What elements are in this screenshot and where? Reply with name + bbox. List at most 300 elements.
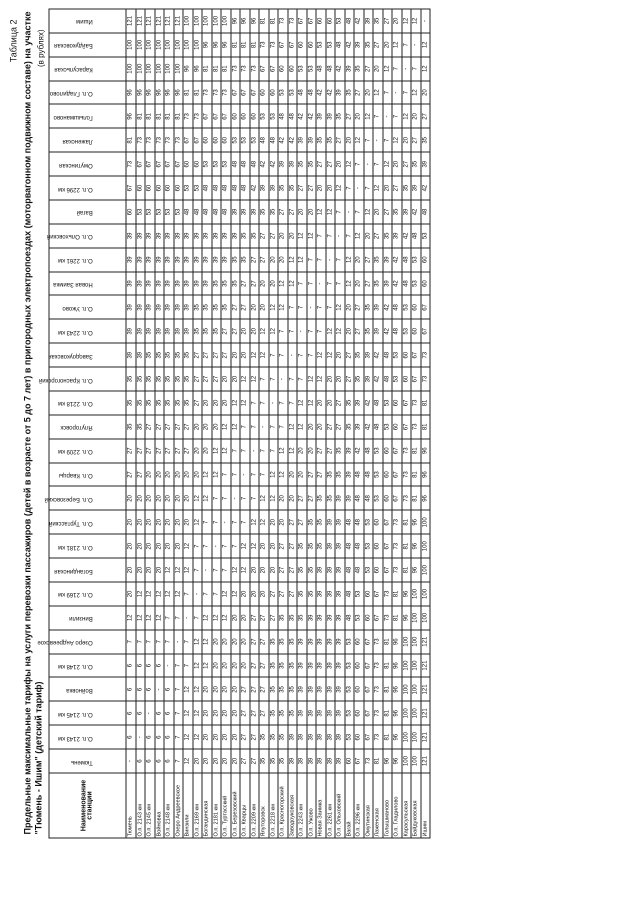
- fare-cell: 81: [250, 33, 260, 57]
- fare-cell: 7: [278, 391, 288, 415]
- table-row: [183, 9, 193, 838]
- fare-cell: 35: [183, 391, 193, 415]
- fare-cell: 20: [240, 606, 250, 630]
- fare-cell: 27: [174, 439, 184, 463]
- fare-cell: 60: [212, 128, 222, 152]
- fare-cell: 27: [240, 725, 250, 749]
- fare-cell: 12: [183, 678, 193, 702]
- fare-cell: 73: [212, 81, 222, 105]
- fare-cell: 81: [402, 510, 412, 534]
- column-header-label: Ишим: [75, 18, 93, 25]
- column-header-label: Вагай: [76, 209, 93, 216]
- fare-cell: 35: [335, 439, 345, 463]
- fare-cell: 39: [326, 510, 336, 534]
- fare-cell: 20: [221, 678, 231, 702]
- fare-cell: 39: [392, 224, 402, 248]
- fare-cell: 39: [383, 272, 393, 296]
- fare-cell: 27: [326, 439, 336, 463]
- fare-cell: 35: [164, 367, 174, 391]
- fare-cell: 48: [364, 463, 374, 487]
- fare-cell: 100: [421, 510, 431, 534]
- fare-cell: -: [392, 81, 402, 105]
- fare-cell: 7: [193, 606, 203, 630]
- fare-cell: 6: [155, 725, 165, 749]
- row-station-name: О.п. 2261 км: [326, 773, 336, 838]
- fare-cell: 12: [297, 391, 307, 415]
- fare-cell: 73: [402, 487, 412, 511]
- fare-cell: 48: [259, 128, 269, 152]
- fare-cell: 39: [316, 105, 326, 129]
- fare-cell: 27: [326, 415, 336, 439]
- fare-cell: 12: [126, 606, 136, 630]
- fare-cell: 20: [269, 272, 279, 296]
- fare-cell: 7: [345, 224, 355, 248]
- fare-cell: 81: [392, 606, 402, 630]
- fare-cell: 12: [421, 57, 431, 81]
- fare-cell: 35: [212, 319, 222, 343]
- fare-cell: 12: [250, 367, 260, 391]
- fare-cell: -: [364, 152, 374, 176]
- fare-cell: 100: [126, 33, 136, 57]
- fare-cell: 121: [164, 9, 174, 33]
- fare-cell: 96: [155, 81, 165, 105]
- fare-cell: -: [383, 105, 393, 129]
- fare-cell: -: [354, 176, 364, 200]
- fare-cell: 53: [212, 152, 222, 176]
- table-row: [155, 9, 165, 838]
- fare-cell: 39: [297, 749, 307, 773]
- fare-cell: 6: [126, 678, 136, 702]
- fare-cell: 39: [288, 725, 298, 749]
- fare-cell: 48: [269, 128, 279, 152]
- fare-cell: 39: [326, 606, 336, 630]
- fare-cell: 67: [297, 9, 307, 33]
- fare-cell: 20: [250, 296, 260, 320]
- fare-cell: 20: [136, 534, 146, 558]
- column-header-label: О.п. 2145 км: [57, 710, 93, 717]
- fare-cell: 60: [354, 678, 364, 702]
- fare-cell: 67: [392, 463, 402, 487]
- fare-cell: 12: [231, 391, 241, 415]
- column-header-label: Войновка: [65, 686, 93, 693]
- fare-cell: 27: [278, 534, 288, 558]
- fare-cell: 39: [145, 224, 155, 248]
- document-title: Предельные максимальные тарифы на услуги перевозки пассажиров (детей в возрасте от 5 до 7 лет) в пригородных электропоездах (моторвагонном подвижном составе) на участке "Тюмень - Ишим" (детский тариф): [22, 11, 44, 835]
- fare-cell: 12: [259, 319, 269, 343]
- fare-cell: 35: [193, 296, 203, 320]
- fare-cell: 73: [402, 439, 412, 463]
- fare-cell: 96: [402, 606, 412, 630]
- column-header: [49, 343, 126, 367]
- fare-cell: 20: [231, 678, 241, 702]
- row-station-name: О.п. 2218 км: [269, 773, 279, 838]
- fare-cell: 35: [354, 57, 364, 81]
- fare-cell: 81: [126, 128, 136, 152]
- fare-cell: 27: [259, 630, 269, 654]
- fare-cell: 12: [212, 606, 222, 630]
- row-station-name: Лаженская: [373, 773, 383, 838]
- fare-cell: 7: [240, 487, 250, 511]
- table-row: [259, 9, 269, 838]
- fare-cell: 35: [411, 152, 421, 176]
- fare-cell: 53: [231, 128, 241, 152]
- fare-cell: 12: [392, 33, 402, 57]
- column-header-label: О.п. Ужово: [62, 304, 93, 311]
- fare-cell: -: [193, 582, 203, 606]
- row-station-name: Заводоуковская: [288, 773, 298, 838]
- fare-cell: 60: [307, 33, 317, 57]
- fare-cell: 7: [373, 152, 383, 176]
- fare-cell: 12: [193, 725, 203, 749]
- fare-cell: 12: [183, 749, 193, 773]
- fare-cell: 12: [288, 248, 298, 272]
- fare-cell: 35: [269, 725, 279, 749]
- fare-cell: 60: [316, 9, 326, 33]
- fare-cell: 12: [269, 487, 279, 511]
- fare-cell: 7: [250, 463, 260, 487]
- fare-cell: 7: [354, 152, 364, 176]
- fare-cell: 27: [288, 558, 298, 582]
- fare-cell: 39: [126, 224, 136, 248]
- fare-cell: 7: [183, 630, 193, 654]
- fare-cell: 35: [278, 678, 288, 702]
- fare-cell: 39: [297, 701, 307, 725]
- fare-cell: 35: [421, 128, 431, 152]
- fare-cell: 121: [126, 9, 136, 33]
- fare-cell: 7: [392, 57, 402, 81]
- fare-cell: 73: [392, 534, 402, 558]
- fare-cell: 60: [174, 176, 184, 200]
- fare-cell: 27: [212, 367, 222, 391]
- fare-cell: 20: [259, 534, 269, 558]
- fare-cell: 20: [174, 534, 184, 558]
- fare-cell: 12: [240, 534, 250, 558]
- fare-cell: 60: [288, 57, 298, 81]
- column-header-label: О.п. 2261 км: [57, 256, 93, 263]
- fare-cell: 53: [250, 128, 260, 152]
- column-header-label: Богандинская: [54, 567, 93, 574]
- fare-cell: 67: [402, 415, 412, 439]
- row-station-name: О.п. 2145 км: [145, 773, 155, 838]
- fare-cell: 100: [402, 654, 412, 678]
- fare-cell: 35: [174, 367, 184, 391]
- fare-cell: 20: [221, 749, 231, 773]
- table-row: [297, 9, 307, 838]
- column-header: [49, 176, 126, 200]
- fare-cell: 100: [126, 57, 136, 81]
- fare-cell: 7: [259, 463, 269, 487]
- fare-cell: 39: [345, 487, 355, 511]
- fare-cell: 20: [126, 582, 136, 606]
- fare-cell: 53: [373, 463, 383, 487]
- column-header: [49, 463, 126, 487]
- fare-cell: 12: [345, 152, 355, 176]
- fare-cell: 39: [421, 152, 431, 176]
- fare-cell: 48: [345, 9, 355, 33]
- fare-cell: 39: [335, 487, 345, 511]
- fare-cell: 42: [364, 415, 374, 439]
- fare-cell: 42: [421, 176, 431, 200]
- fare-cell: 35: [155, 367, 165, 391]
- fare-cell: 60: [354, 654, 364, 678]
- fare-cell: 53: [402, 319, 412, 343]
- fare-cell: 100: [421, 558, 431, 582]
- fare-cell: 35: [307, 582, 317, 606]
- fare-cell: 35: [259, 200, 269, 224]
- fare-cell: 121: [155, 9, 165, 33]
- fare-cell: 73: [193, 105, 203, 129]
- fare-cell: 73: [202, 81, 212, 105]
- fare-cell: 12: [307, 367, 317, 391]
- fare-cell: 7: [326, 224, 336, 248]
- fare-cell: 35: [269, 749, 279, 773]
- fare-cell: 39: [326, 105, 336, 129]
- column-header: [49, 439, 126, 463]
- fare-cell: 27: [145, 439, 155, 463]
- fare-cell: 39: [212, 248, 222, 272]
- fare-cell: 20: [259, 296, 269, 320]
- fare-cell: 42: [297, 105, 307, 129]
- fare-cell: 39: [307, 630, 317, 654]
- fare-cell: 48: [373, 391, 383, 415]
- fare-cell: 121: [145, 9, 155, 33]
- fare-cell: 48: [278, 105, 288, 129]
- fare-cell: 53: [164, 200, 174, 224]
- fare-cell: -: [335, 224, 345, 248]
- fare-cell: 7: [231, 534, 241, 558]
- fare-cell: 35: [345, 415, 355, 439]
- fare-cell: 53: [193, 176, 203, 200]
- fare-cell: 53: [383, 391, 393, 415]
- fare-cell: 67: [392, 439, 402, 463]
- fare-cell: 7: [259, 367, 269, 391]
- fare-cell: -: [421, 9, 431, 33]
- fare-cell: 12: [136, 606, 146, 630]
- fare-cell: 39: [335, 654, 345, 678]
- fare-cell: 39: [174, 272, 184, 296]
- fare-cell: 6: [164, 701, 174, 725]
- fare-cell: 12: [221, 606, 231, 630]
- fare-cell: 53: [326, 33, 336, 57]
- fare-cell: 73: [392, 510, 402, 534]
- fare-cell: 39: [288, 152, 298, 176]
- fare-cell: 7: [164, 606, 174, 630]
- fare-cell: 35: [402, 176, 412, 200]
- table-row: [174, 9, 184, 838]
- fare-cell: 35: [297, 152, 307, 176]
- table-row: [316, 9, 326, 838]
- fare-cell: 81: [411, 487, 421, 511]
- fare-cell: 53: [354, 606, 364, 630]
- fare-cell: 39: [288, 749, 298, 773]
- fare-cell: 12: [392, 128, 402, 152]
- fare-cell: -: [373, 128, 383, 152]
- fare-cell: 60: [411, 296, 421, 320]
- fare-cell: 12: [288, 439, 298, 463]
- fare-cell: 20: [240, 343, 250, 367]
- fare-cell: 12: [193, 654, 203, 678]
- fare-cell: 20: [155, 534, 165, 558]
- fare-cell: 27: [155, 439, 165, 463]
- fare-cell: 39: [164, 248, 174, 272]
- fare-cell: 7: [326, 296, 336, 320]
- fare-cell: 67: [402, 391, 412, 415]
- fare-cell: 35: [174, 391, 184, 415]
- fare-cell: 81: [383, 725, 393, 749]
- fare-cell: 81: [383, 654, 393, 678]
- fare-cell: 81: [136, 105, 146, 129]
- fare-cell: 20: [383, 176, 393, 200]
- fare-cell: 67: [354, 749, 364, 773]
- fare-cell: 27: [202, 367, 212, 391]
- fare-cell: 27: [259, 701, 269, 725]
- fare-cell: 20: [345, 296, 355, 320]
- fare-cell: 67: [269, 57, 279, 81]
- fare-cell: 67: [364, 630, 374, 654]
- fare-cell: 121: [421, 701, 431, 725]
- fare-cell: 81: [145, 105, 155, 129]
- fare-cell: 27: [240, 296, 250, 320]
- fare-cell: 39: [335, 678, 345, 702]
- fare-cell: 20: [259, 558, 269, 582]
- fare-cell: 7: [136, 630, 146, 654]
- fare-cell: 7: [221, 534, 231, 558]
- fare-cell: 7: [288, 367, 298, 391]
- fare-cell: 42: [269, 152, 279, 176]
- fare-cell: 60: [402, 367, 412, 391]
- fare-cell: 121: [421, 630, 431, 654]
- fare-cell: 60: [364, 582, 374, 606]
- fare-cell: 20: [212, 678, 222, 702]
- fare-cell: 27: [164, 415, 174, 439]
- fare-cell: 20: [126, 534, 136, 558]
- fare-cell: 60: [373, 558, 383, 582]
- fare-cell: 20: [240, 319, 250, 343]
- fare-cell: 100: [402, 678, 412, 702]
- fare-cell: 39: [297, 128, 307, 152]
- fare-cell: 35: [364, 319, 374, 343]
- row-station-name: О.п. Кварцы: [240, 773, 250, 838]
- fare-cell: 7: [202, 534, 212, 558]
- fare-cell: 48: [335, 33, 345, 57]
- fare-cell: 53: [221, 152, 231, 176]
- row-station-name: Войновка: [155, 773, 165, 838]
- fare-cell: 35: [126, 415, 136, 439]
- fare-cell: 7: [240, 439, 250, 463]
- fare-cell: 42: [364, 391, 374, 415]
- fare-cell: 12: [136, 582, 146, 606]
- fare-cell: 35: [364, 33, 374, 57]
- fare-cell: 6: [126, 701, 136, 725]
- fare-cell: 35: [354, 343, 364, 367]
- fare-cell: 7: [297, 367, 307, 391]
- fare-cell: 20: [202, 678, 212, 702]
- fare-cell: 48: [231, 152, 241, 176]
- fare-cell: 27: [145, 415, 155, 439]
- fare-cell: 27: [297, 176, 307, 200]
- fare-cell: 39: [136, 296, 146, 320]
- fare-cell: 35: [212, 296, 222, 320]
- fare-cell: 96: [240, 9, 250, 33]
- fare-cell: 67: [364, 654, 374, 678]
- fare-cell: 20: [250, 558, 260, 582]
- fare-cell: 35: [155, 343, 165, 367]
- column-header-label: О.п. 2148 км: [57, 662, 93, 669]
- fare-cell: 12: [411, 81, 421, 105]
- column-header-label: Ялуторовск: [60, 424, 93, 431]
- fare-cell: 27: [288, 582, 298, 606]
- fare-cell: 121: [421, 749, 431, 773]
- fare-cell: 53: [145, 200, 155, 224]
- fare-cell: 73: [240, 57, 250, 81]
- fare-cell: 53: [411, 248, 421, 272]
- fare-cell: 20: [202, 701, 212, 725]
- fare-cell: 7: [231, 439, 241, 463]
- fare-cell: 48: [221, 200, 231, 224]
- fare-cell: -: [183, 606, 193, 630]
- fare-cell: 100: [174, 57, 184, 81]
- fare-cell: -: [250, 439, 260, 463]
- fare-cell: 73: [174, 128, 184, 152]
- fare-cell: 20: [164, 534, 174, 558]
- fare-cell: 39: [307, 128, 317, 152]
- fare-cell: 39: [202, 224, 212, 248]
- fare-cell: 42: [383, 296, 393, 320]
- fare-cell: 67: [421, 319, 431, 343]
- fare-cell: 35: [240, 224, 250, 248]
- fare-cell: 96: [411, 558, 421, 582]
- fare-cell: 35: [278, 725, 288, 749]
- fare-cell: 7: [221, 463, 231, 487]
- fare-cell: 73: [221, 81, 231, 105]
- fare-cell: 27: [240, 701, 250, 725]
- fare-cell: 20: [183, 510, 193, 534]
- fare-cell: 27: [259, 224, 269, 248]
- fare-cell: 48: [212, 176, 222, 200]
- fare-cell: -: [212, 534, 222, 558]
- fare-cell: 48: [383, 367, 393, 391]
- fare-cell: 7: [269, 439, 279, 463]
- fare-cell: 81: [259, 9, 269, 33]
- fare-cell: 20: [231, 343, 241, 367]
- column-header-label: О.п. Березовский: [44, 495, 93, 502]
- fare-cell: 12: [250, 510, 260, 534]
- fare-cell: 7: [259, 439, 269, 463]
- fare-cell: 27: [155, 415, 165, 439]
- fare-cell: 20: [345, 319, 355, 343]
- fare-cell: 7: [316, 224, 326, 248]
- fare-cell: -: [221, 510, 231, 534]
- fare-cell: 39: [354, 33, 364, 57]
- fare-cell: 96: [421, 439, 431, 463]
- fare-cell: 20: [278, 510, 288, 534]
- fare-cell: 27: [136, 463, 146, 487]
- fare-cell: 35: [259, 749, 269, 773]
- fare-cell: 12: [221, 439, 231, 463]
- fare-cell: 35: [269, 200, 279, 224]
- fare-cell: 53: [345, 630, 355, 654]
- fare-cell: 73: [373, 678, 383, 702]
- fare-cell: 53: [183, 176, 193, 200]
- fare-cell: 35: [240, 248, 250, 272]
- fare-cell: 48: [345, 558, 355, 582]
- fare-cell: 60: [411, 319, 421, 343]
- fare-cell: 12: [307, 391, 317, 415]
- fare-cell: 20: [402, 128, 412, 152]
- fare-cell: 60: [326, 9, 336, 33]
- column-header: [49, 678, 126, 702]
- fare-cell: 12: [164, 582, 174, 606]
